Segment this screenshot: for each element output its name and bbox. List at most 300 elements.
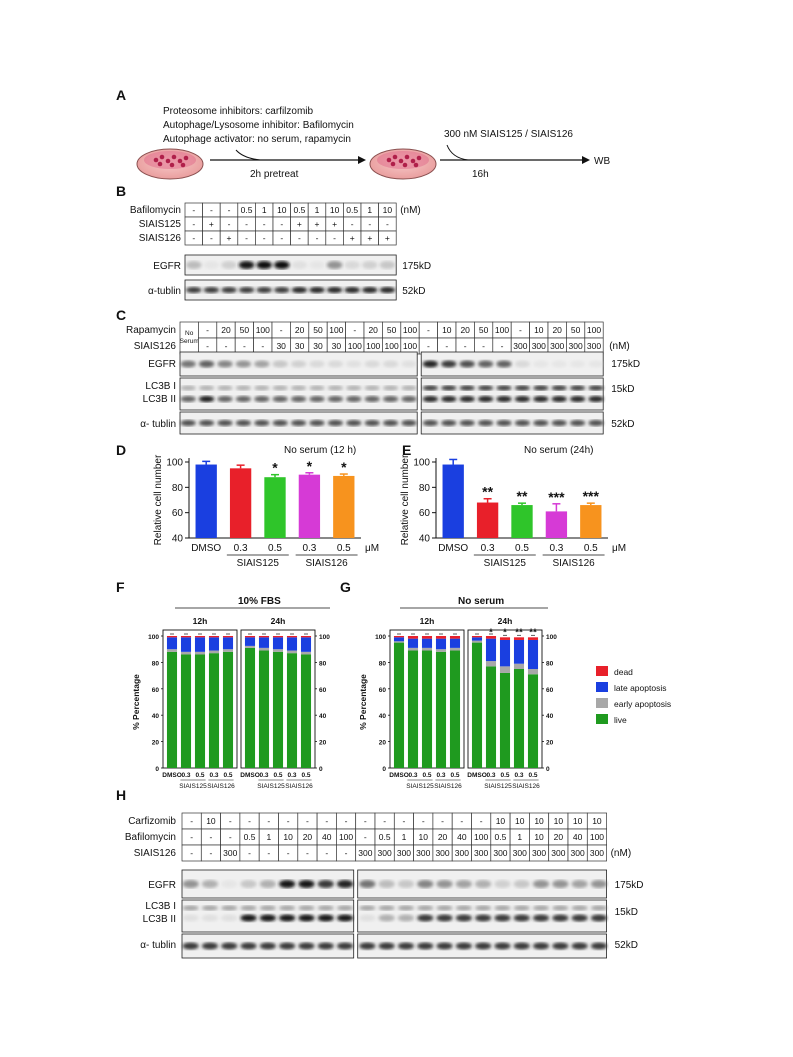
cell-value: 300: [512, 848, 527, 858]
y-tick-label: 60: [319, 686, 327, 694]
blot-band: [398, 915, 414, 922]
cell-value: 300: [531, 341, 546, 351]
cell-value: -: [190, 848, 194, 858]
bar-segment-early: [209, 651, 219, 654]
blot-band: [456, 880, 472, 888]
bar-segment-dead: [422, 636, 432, 639]
x-tick-label: 0.3: [549, 543, 564, 554]
bar-segment-live: [181, 654, 191, 768]
blot-band: [221, 287, 237, 293]
cell-value: -: [209, 832, 213, 842]
bar-segment-live: [514, 669, 524, 768]
bar: [299, 475, 320, 538]
cell-value: -: [363, 816, 367, 826]
group-label: SIAIS125: [484, 783, 512, 790]
bar-segment-dead: [209, 636, 219, 637]
blot-band: [292, 287, 308, 293]
panel-letter-b: B: [116, 183, 127, 199]
y-tick-label: 0: [546, 766, 550, 773]
y-tick-label: 20: [319, 739, 327, 747]
blot-band: [383, 361, 398, 368]
cell-value: -: [325, 816, 329, 826]
blot-band: [221, 880, 237, 888]
y-tick-label: 60: [151, 686, 159, 694]
x-tick-label: 0.5: [422, 772, 432, 779]
blot-band: [591, 906, 607, 911]
group-label: SIAIS126: [305, 558, 348, 569]
blot-band: [221, 943, 237, 950]
bar-segment-live: [486, 666, 496, 768]
cell-value: -: [518, 325, 522, 335]
blot-band: [309, 287, 325, 293]
y-tick-label: 40: [378, 713, 386, 721]
blot-band: [456, 906, 472, 911]
blot-band: [291, 361, 306, 368]
blot-band: [514, 943, 530, 950]
blot-band: [217, 396, 232, 402]
blot-band: [254, 396, 269, 402]
blot-band: [380, 287, 396, 293]
blot-band: [591, 943, 607, 950]
blot-label: EGFR: [148, 880, 176, 891]
cell-value: -: [228, 816, 232, 826]
blot-band: [460, 396, 475, 402]
cell-value: -: [279, 325, 283, 335]
cell-value: 10: [283, 832, 293, 842]
blot-size-label: 175kD: [614, 880, 644, 891]
blot-band: [423, 386, 438, 391]
chart-g-title: No serum: [458, 596, 505, 607]
cell-value: 40: [322, 832, 332, 842]
blot-band: [274, 261, 290, 269]
blot-band: [318, 943, 334, 950]
blot-band: [298, 906, 314, 911]
blot-band: [398, 906, 414, 911]
bracket-curve-1: [236, 150, 260, 160]
blot-label: LC3B II: [142, 914, 176, 925]
blot-band: [478, 386, 493, 391]
cell-value: -: [261, 341, 265, 351]
blot-band: [337, 915, 353, 922]
blot-band: [202, 915, 218, 922]
bar-segment-early: [394, 641, 404, 642]
blot-band: [533, 396, 548, 402]
blot-band: [236, 396, 251, 402]
blot-label: LC3B I: [145, 381, 176, 392]
significance-mark: ***: [582, 488, 599, 505]
bar-segment-late: [472, 637, 482, 640]
pretreat-label: 2h pretreat: [250, 169, 299, 180]
y-tick-label: 100: [546, 634, 557, 641]
bar-segment-dead: [472, 636, 482, 637]
blot-band: [204, 287, 220, 293]
bar-segment-early: [245, 646, 255, 648]
x-tick-label: 0.3: [259, 772, 269, 779]
chart-e-title: No serum (24h): [524, 445, 594, 456]
cell-value: 100: [589, 832, 605, 842]
x-tick-label: 0.3: [287, 772, 297, 779]
y-tick-label: 60: [378, 686, 386, 694]
cell-value: 10: [495, 816, 506, 826]
y-tick-label: 40: [151, 713, 159, 721]
bar-segment-late: [287, 637, 297, 650]
blot-band: [380, 261, 396, 269]
x-tick-label: DMSO: [389, 772, 409, 779]
bar-segment-early: [259, 648, 269, 651]
readout-label: WB: [594, 156, 611, 167]
cell-value: -: [463, 341, 467, 351]
blot-band: [494, 943, 510, 950]
y-tick-label: 100: [319, 634, 330, 641]
cell-value: 300: [377, 848, 392, 858]
cell-value: -: [344, 816, 348, 826]
blot-band: [441, 420, 456, 426]
blot-band: [588, 420, 603, 426]
bar-segment-early: [486, 661, 496, 666]
bar-segment-early: [181, 652, 191, 655]
y-tick-label: 80: [151, 660, 159, 668]
blot-band: [298, 943, 314, 950]
bar-segment-late: [436, 639, 446, 650]
unit-label: μM: [365, 543, 380, 554]
blot-band: [236, 361, 251, 368]
group-label: SIAIS125: [257, 783, 285, 790]
bar-segment-early: [273, 649, 283, 652]
cell-value: -: [245, 219, 249, 229]
cell-value: -: [227, 205, 231, 215]
x-tick-label: 0.5: [515, 543, 529, 554]
blot-band: [298, 915, 314, 922]
cell-value: -: [245, 233, 249, 243]
blot-band: [199, 361, 214, 368]
x-tick-label: 0.3: [514, 772, 524, 779]
panel-letter-e: E: [402, 442, 412, 458]
cell-value: -: [426, 325, 430, 335]
bar-segment-live: [450, 651, 460, 768]
facet-label: 12h: [419, 616, 435, 626]
blot-band: [292, 261, 308, 269]
y-tick-label: 80: [418, 482, 430, 494]
cell-value: 20: [437, 832, 448, 842]
bar-segment-early: [223, 649, 233, 652]
western-blots-c: [140, 352, 640, 434]
blot-band: [328, 361, 343, 368]
blot-band: [572, 915, 588, 922]
bar-segment-live: [273, 652, 283, 768]
unit-label: (nM): [400, 205, 421, 216]
bar-segment-early: [167, 649, 177, 652]
blot-band: [533, 420, 548, 426]
cell-value: 50: [478, 325, 489, 335]
blot-size-label: 175kD: [611, 359, 641, 370]
bar-segment-late: [245, 637, 255, 646]
x-tick-label: 0.5: [195, 772, 205, 779]
y-tick-label: 0: [155, 766, 159, 773]
cell-value: 20: [460, 325, 470, 335]
blot-band: [417, 943, 433, 950]
blot-band: [291, 420, 306, 426]
chart-legend: [596, 666, 671, 725]
blot-band: [273, 361, 288, 368]
cell-value: 1: [266, 832, 272, 842]
blot-size-label: 175kD: [402, 261, 432, 272]
blot-band: [181, 386, 196, 391]
blot-band: [570, 396, 585, 402]
legend-swatch: [596, 666, 608, 676]
bar-segment-dead: [287, 636, 297, 637]
bar-segment-late: [394, 637, 404, 641]
panel-letter-a: A: [116, 87, 127, 103]
unit-label: (nM): [610, 848, 632, 859]
blot-band: [309, 261, 325, 269]
group-label: SIAIS126: [512, 783, 540, 790]
bar-segment-dead: [394, 636, 404, 637]
x-tick-label: 0.5: [223, 772, 233, 779]
cell-value: 50: [570, 325, 581, 335]
blot-band: [181, 361, 196, 368]
cell-value: -: [368, 219, 372, 229]
blot-label: EGFR: [153, 261, 181, 272]
blot-band: [417, 906, 433, 911]
bar: [230, 468, 251, 538]
blot-band: [552, 915, 568, 922]
blot-band: [379, 906, 395, 911]
blot-band: [552, 943, 568, 950]
cell-value: 100: [402, 341, 418, 351]
bar-segment-live: [195, 654, 205, 768]
bar-segment-late: [422, 639, 432, 648]
bar-segment-late: [528, 640, 538, 669]
cell-value: +: [226, 233, 232, 243]
cell-value: -: [228, 832, 232, 842]
bar-segment-dead: [301, 636, 311, 637]
blot-band: [254, 420, 269, 426]
blot-band: [552, 386, 567, 391]
cell-value: 100: [494, 325, 510, 335]
y-tick-label: 80: [378, 660, 386, 668]
blot-band: [475, 906, 491, 911]
bar-segment-early: [528, 669, 538, 674]
facet-label: 12h: [192, 616, 208, 626]
x-tick-label: 0.3: [486, 772, 496, 779]
blot-band: [475, 943, 491, 950]
cell-value: -: [209, 233, 213, 243]
x-tick-label: 0.5: [500, 772, 510, 779]
cell-value: -: [325, 848, 329, 858]
significance-mark: *: [306, 457, 313, 474]
x-tick-label: 0.5: [528, 772, 538, 779]
group-label: SIAIS126: [285, 783, 313, 790]
legend-swatch: [596, 714, 608, 724]
blot-band: [260, 880, 276, 888]
blot-band: [291, 396, 306, 402]
blot-band: [183, 915, 199, 922]
blot-band: [552, 396, 567, 402]
bar-segment-late: [500, 640, 510, 666]
time-label: 16h: [472, 169, 489, 180]
blot-band: [183, 943, 199, 950]
treatment-label: 300 nM SIAIS125 / SIAIS126: [444, 129, 573, 140]
x-tick-label: 0.3: [209, 772, 219, 779]
blot-band: [436, 943, 452, 950]
bar-segment-dead: [450, 636, 460, 639]
x-tick-label: 0.5: [336, 543, 351, 554]
blot-band: [588, 361, 603, 368]
bar-segment-live: [223, 652, 233, 768]
treatment-table-h: [125, 813, 631, 861]
blot-band: [346, 420, 361, 426]
blot-band: [514, 906, 530, 911]
blot-band: [441, 386, 456, 391]
treatment-table-b: [130, 203, 421, 245]
cell-value: 1: [401, 832, 407, 842]
blot-band: [365, 420, 380, 426]
y-tick-label: 40: [171, 533, 183, 545]
bar: [264, 477, 285, 538]
y-tick-label: 80: [319, 660, 327, 668]
row-label: SIAIS126: [138, 233, 181, 244]
row-label: Bafilomycin: [124, 832, 176, 843]
cell-value: 300: [416, 848, 431, 858]
cell-value: -: [421, 816, 425, 826]
bar-segment-dead: [273, 636, 283, 637]
blot-band: [344, 261, 360, 269]
cell-value: 300: [586, 341, 602, 351]
x-tick-label: 0.5: [450, 772, 460, 779]
cell-value: 10: [515, 816, 525, 826]
cell-value: 1: [314, 205, 320, 215]
blot-band: [591, 880, 607, 888]
blot-band: [221, 261, 237, 269]
blot-band: [478, 361, 493, 368]
blot-band: [254, 361, 269, 368]
blot-band: [359, 943, 375, 950]
blot-band: [239, 287, 255, 293]
x-tick-label: DMSO: [191, 543, 222, 554]
significance-mark: ***: [548, 488, 565, 505]
cell-value: 10: [534, 832, 544, 842]
bar-segment-dead: [436, 636, 446, 639]
blot-band: [515, 361, 530, 368]
y-tick-label: 0: [382, 766, 386, 773]
blot-band: [291, 386, 306, 391]
cell-value: 20: [552, 325, 562, 335]
blot-band: [240, 943, 256, 950]
x-tick-label: 0.5: [301, 772, 311, 779]
x-tick-label: DMSO: [162, 772, 182, 779]
legend-label: early apoptosis: [614, 699, 672, 709]
cell-value: -: [267, 816, 271, 826]
blot-band: [533, 361, 548, 368]
blot-band: [337, 943, 353, 950]
blot-band: [460, 420, 475, 426]
blot-band: [570, 420, 585, 426]
blot-band: [383, 386, 398, 391]
blot-band: [202, 943, 218, 950]
blot-band: [183, 880, 199, 888]
blot-band: [186, 287, 202, 293]
cell-value: 10: [206, 816, 216, 826]
bar: [546, 511, 567, 538]
cell-value: -: [460, 816, 464, 826]
cell-value: 300: [223, 848, 238, 858]
panel-letter-g: G: [340, 579, 351, 595]
blot-band: [475, 915, 491, 922]
y-tick-label: 80: [171, 482, 183, 494]
bar-segment-late: [195, 637, 205, 652]
cell-value: -: [445, 341, 449, 351]
significance-mark: *: [489, 627, 493, 639]
x-tick-label: 0.3: [436, 772, 446, 779]
cell-value: -: [192, 205, 196, 215]
cell-value: 100: [366, 341, 381, 351]
blot-band: [273, 396, 288, 402]
treatment-table-c: [126, 322, 630, 354]
blot-band: [359, 880, 375, 888]
blot-band: [318, 915, 334, 922]
bar-segment-early: [472, 641, 482, 643]
bar: [511, 505, 532, 538]
blot-band: [273, 386, 288, 391]
blot-band: [328, 420, 343, 426]
row-label: Rapamycin: [125, 325, 176, 336]
cell-value: 1: [261, 205, 267, 215]
blot-band: [337, 906, 353, 911]
y-tick-label: 100: [148, 634, 159, 641]
cell-value: 10: [592, 816, 602, 826]
blot-band: [436, 880, 452, 888]
cell-value: +: [296, 219, 302, 229]
blot-band: [496, 386, 511, 391]
row-label: SIAIS125: [138, 219, 181, 230]
blot-band: [494, 906, 510, 911]
blot-band: [309, 361, 324, 368]
cell-value: -: [402, 816, 406, 826]
cell-value: -: [383, 816, 387, 826]
bar-segment-early: [450, 648, 460, 651]
blot-band: [383, 420, 398, 426]
blot-band: [552, 906, 568, 911]
blot-band: [514, 880, 530, 888]
blot-band: [236, 386, 251, 391]
blot-band: [199, 396, 214, 402]
panel-letter-c: C: [116, 307, 127, 323]
cell-value: 1: [367, 205, 373, 215]
bar-segment-live: [472, 643, 482, 768]
cell-value: 50: [386, 325, 397, 335]
y-tick-label: 20: [151, 739, 159, 747]
cell-value: -: [482, 341, 486, 351]
blot-band: [588, 396, 603, 402]
cell-value: -: [209, 205, 213, 215]
blot-band: [240, 880, 256, 888]
blot-band: [383, 396, 398, 402]
blot-size-label: 52kD: [611, 419, 635, 430]
blot-band: [552, 361, 567, 368]
blot-band: [240, 915, 256, 922]
cell-value: +: [367, 233, 373, 243]
blot-band: [515, 420, 530, 426]
blot-band: [183, 906, 199, 911]
blot-band: [379, 880, 395, 888]
western-blots-h: [140, 870, 643, 958]
bar-segment-late: [450, 639, 460, 648]
y-tick-label: 60: [418, 508, 430, 520]
blot-band: [279, 880, 295, 888]
stacked-bar-chart-g: [358, 616, 557, 790]
blot-band: [240, 906, 256, 911]
cell-value: -: [426, 341, 430, 351]
